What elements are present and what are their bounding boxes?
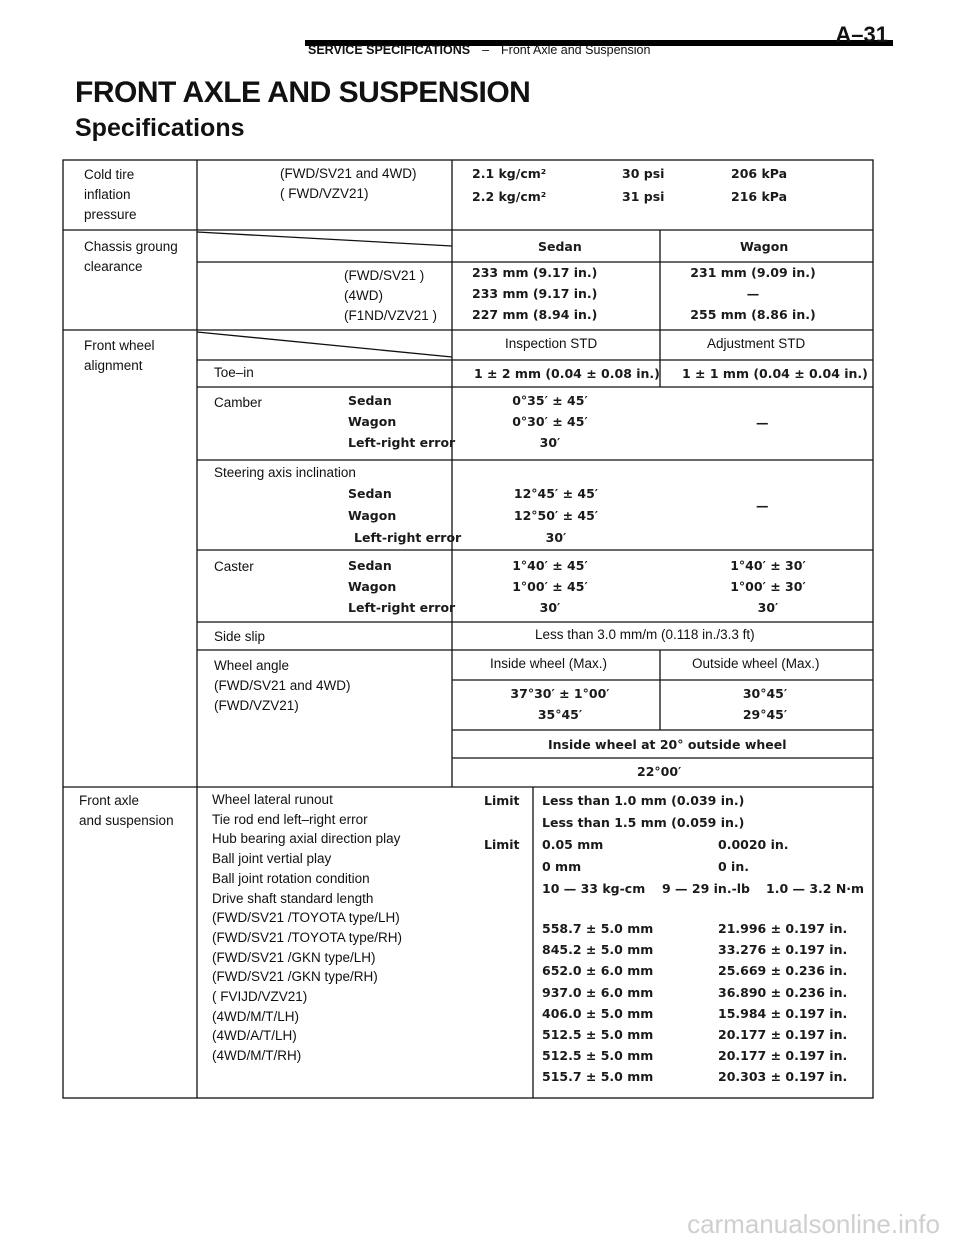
page-title: FRONT AXLE AND SUSPENSION xyxy=(75,76,531,109)
tierod-limit-label: Limit xyxy=(484,837,520,852)
side-slip-label: Side slip xyxy=(214,629,266,644)
steering-label: Steering axis inclination xyxy=(214,465,356,480)
tire-kg-values: 2.1 kg/cm² 2.2 kg/cm² xyxy=(472,166,547,204)
col-inside-wheel-header: Inside wheel (Max.) xyxy=(490,656,608,671)
rotation-inlb: 9 — 29 in.-lb xyxy=(662,881,751,896)
caster-sub-labels: Sedan Wagon Left-right error xyxy=(348,558,456,615)
hub-play-mm: 0.05 mm xyxy=(542,837,604,852)
steering-inspection: 12°45′ ± 45′ 12°50′ ± 45′ 30′ xyxy=(513,486,599,545)
drive-shaft-lengths-in: 21.996 ± 0.197 in. 33.276 ± 0.197 in. 25.669 ± 0.236 in. 36.890 ± 0.236 in. 15.984 ± 0.197 in. 20.177 ± 0.197 in. 20.177 ± 0.197 in. 20.303 ± 0.197 in. xyxy=(718,921,848,1085)
list-item: (FWD/SV21 /TOYOTA type/RH) xyxy=(212,929,403,945)
wheel-angle-label: Wheel angle (FWD/SV21 and 4WD) (FWD/VZV21) xyxy=(214,658,351,713)
ball-joint-play-in: 0 in. xyxy=(718,859,749,874)
list-item: (FWD/SV21 /GKN type/LH) xyxy=(212,949,376,965)
clearance-wagon-values: 231 mm (9.09 in.) — 255 mm (8.86 in.) xyxy=(690,265,816,322)
toe-in-inspection: 1 ± 2 mm (0.04 ± 0.08 in.) xyxy=(474,366,660,381)
tire-kpa-values: 206 kPa 216 kPa xyxy=(731,166,788,204)
header-subsection: Front Axle and Suspension xyxy=(501,43,651,57)
list-item: Ball joint rotation condition xyxy=(212,870,370,886)
header-section: SERVICE SPECIFICATIONS xyxy=(308,43,471,57)
rotation-nm: 1.0 — 3.2 N·m xyxy=(766,881,865,896)
list-item: (FWD/SV21 /GKN type/RH) xyxy=(212,969,378,985)
camber-sub-labels: Sedan Wagon Left-right error xyxy=(348,393,456,450)
tire-label: Cold tire inflation pressure xyxy=(84,167,137,222)
outside-wheel-values: 30°45′ 29°45′ xyxy=(742,686,788,722)
col-outside-wheel-header: Outside wheel (Max.) xyxy=(692,656,820,671)
list-item: (4WD/A/T/LH) xyxy=(212,1028,297,1044)
caster-inspection: 1°40′ ± 45′ 1°00′ ± 45′ 30′ xyxy=(512,558,588,615)
steering-sub-labels: Sedan Wagon Left-right error xyxy=(348,486,462,545)
tire-conditions: (FWD/SV21 and 4WD) ( FWD/VZV21) xyxy=(280,166,417,201)
list-item: ( FVIJD/VZV21) xyxy=(212,989,308,1005)
list-item: (FWD/SV21 /TOYOTA type/LH) xyxy=(212,910,400,926)
rotation-kgcm: 10 — 33 kg-cm xyxy=(542,881,646,896)
list-item: Ball joint vertial play xyxy=(212,851,332,867)
steering-adjustment: — xyxy=(756,498,769,513)
alignment-label: Front wheel alignment xyxy=(84,338,155,373)
list-item: Drive shaft standard length xyxy=(212,890,374,906)
clearance-sedan-values: 233 mm (9.17 in.) 233 mm (9.17 in.) 227 mm (8.94 in.) xyxy=(472,265,598,322)
camber-label: Camber xyxy=(214,395,263,410)
clearance-label: Chassis groung clearance xyxy=(84,239,178,274)
inside-wheel-values: 37°30′ ± 1°00′ 35°45′ xyxy=(510,686,610,722)
ball-joint-play-mm: 0 mm xyxy=(542,859,582,874)
tire-psi-values: 30 psi 31 psi xyxy=(622,166,665,204)
caster-label: Caster xyxy=(214,559,254,574)
wheel-angle-note-value: 22°00′ xyxy=(637,764,682,779)
caster-adjustment: 1°40′ ± 30′ 1°00′ ± 30′ 30′ xyxy=(730,558,806,615)
toe-in-adjustment: 1 ± 1 mm (0.04 ± 0.04 in.) xyxy=(682,366,868,381)
col-sedan-header: Sedan xyxy=(538,239,582,254)
camber-inspection: 0°35′ ± 45′ 0°30′ ± 45′ 30′ xyxy=(512,393,588,450)
clearance-models: (FWD/SV21 ) (4WD) (F1ND/VZV21 ) xyxy=(344,268,438,323)
page-subtitle: Specifications xyxy=(75,114,245,142)
wheel-angle-note: Inside wheel at 20° outside wheel xyxy=(548,737,787,752)
col-adjustment-header: Adjustment STD xyxy=(707,336,806,351)
drive-shaft-lengths-mm: 558.7 ± 5.0 mm 845.2 ± 5.0 mm 652.0 ± 6.0 mm 937.0 ± 6.0 mm 406.0 ± 5.0 mm 512.5 ± 5.0 mm 512.5 ± 5.0 mm 515.7 ± 5.0 mm xyxy=(542,921,654,1085)
page-number: A–31 xyxy=(835,22,888,47)
hub-play-in: 0.0020 in. xyxy=(718,837,789,852)
list-item: Hub bearing axial direction play xyxy=(212,831,401,847)
col-inspection-header: Inspection STD xyxy=(505,336,598,351)
list-item: (4WD/M/T/RH) xyxy=(212,1048,302,1064)
col-wagon-header: Wagon xyxy=(740,239,789,254)
toe-in-label: Toe–in xyxy=(214,365,254,380)
watermark: carmanualsonline.info xyxy=(687,1209,940,1239)
side-slip-value: Less than 3.0 mm/m (0.118 in./3.3 ft) xyxy=(535,627,755,642)
camber-adjustment: — xyxy=(756,415,769,430)
list-item: Tie rod end left–right error xyxy=(212,811,368,827)
header-separator: – xyxy=(482,43,490,57)
tierod-value: Less than 1.5 mm (0.059 in.) xyxy=(542,815,745,830)
list-item: Wheel lateral runout xyxy=(212,792,333,807)
axle-label: Front axle and suspension xyxy=(79,793,174,828)
axle-item-list xyxy=(212,790,402,1066)
runout-limit-label: Limit xyxy=(484,793,520,808)
list-item: (4WD/M/T/LH) xyxy=(212,1008,299,1024)
runout-value: Less than 1.0 mm (0.039 in.) xyxy=(542,793,745,808)
